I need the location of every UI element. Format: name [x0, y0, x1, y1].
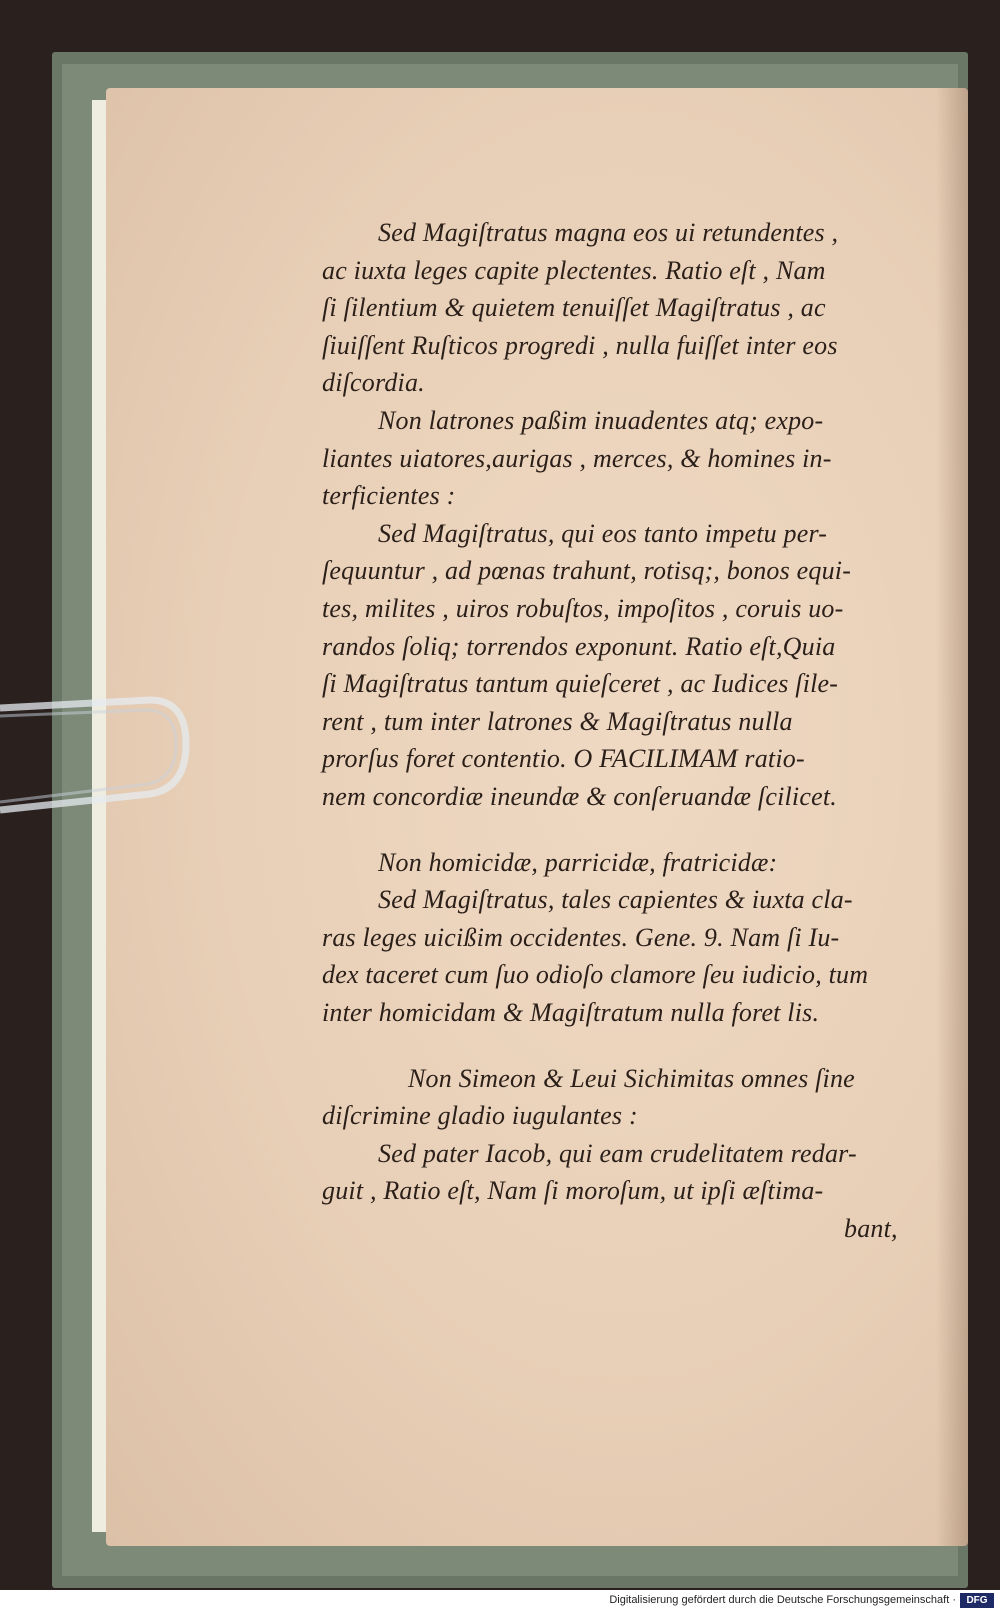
text-line: guit , Ratio eſt, Nam ſi moroſum, ut ipſi æſtima-: [322, 1176, 824, 1206]
text-line: diſcordia.: [322, 368, 425, 398]
text-line: Sed pater Iacob, qui eam crudelitatem redar-: [378, 1138, 857, 1168]
text-line: ſi ſilentium & quietem tenuiſſet Magiſtratus , ac: [322, 293, 826, 323]
text-line: Non Simeon & Leui Sichimitas omnes ſine: [408, 1063, 855, 1093]
text-line: ras leges uicißim occidentes. Gene. 9. Nam ſi Iu-: [322, 922, 840, 952]
funding-notice: Digitalisierung gefördert durch die Deutsche Forschungsgemeinschaft ·: [609, 1594, 956, 1606]
text-line: dex taceret cum ſuo odioſo clamore ſeu iudicio, tum: [322, 960, 869, 990]
text-line: Non homicidæ, parricidæ, fratricidæ:: [378, 847, 778, 877]
dfg-logo: DFG: [960, 1593, 994, 1608]
text-line: ſiuiſſent Ruſticos progredi , nulla fuiſſet inter eos: [322, 330, 838, 360]
text-line: Sed Magiſtratus, qui eos tanto impetu per-: [378, 518, 828, 548]
text-line: diſcrimine gladio iugulantes :: [322, 1101, 638, 1131]
text-line: randos ſoliq; torrendos exponunt. Ratio eſt,Quia: [322, 631, 836, 661]
text-line: prorſus foret contentio. O FACILIMAM ratio-: [322, 744, 805, 774]
text-line: Sed Magiſtratus, tales capientes & iuxta cla-: [378, 885, 853, 915]
text-line: liantes uiatores,aurigas , merces, & homines in-: [322, 443, 832, 473]
text-line: Sed Magiſtratus magna eos ui retundentes ,: [378, 218, 839, 247]
text-line: rent , tum inter latrones & Magiſtratus nulla: [322, 706, 793, 736]
book-page: [106, 88, 968, 1546]
text-line: inter homicidam & Magiſtratum nulla foret lis.: [322, 998, 820, 1027]
page-gutter-shadow: [936, 88, 968, 1546]
plastic-clip-icon: [0, 690, 190, 818]
footer-bar: [0, 1590, 1000, 1613]
text-line: nem concordiæ ineundæ & conſeruandæ ſcilicet.: [322, 782, 837, 811]
text-line: Non latrones paßim inuadentes atq; expo-: [378, 406, 824, 435]
text-line: ſequuntur , ad pœnas trahunt, rotisq;, bonos equi-: [322, 556, 852, 586]
text-line: bant,: [844, 1214, 898, 1243]
text-line: tes, milites , uiros robuſtos, impoſitos , coruis uo-: [322, 594, 844, 623]
text-line: terficientes :: [322, 481, 456, 511]
text-line: ac iuxta leges capite plectentes. Ratio eſt , Nam: [322, 255, 826, 285]
text-line: ſi Magiſtratus tantum quieſceret , ac Iudices ſile-: [322, 669, 839, 699]
